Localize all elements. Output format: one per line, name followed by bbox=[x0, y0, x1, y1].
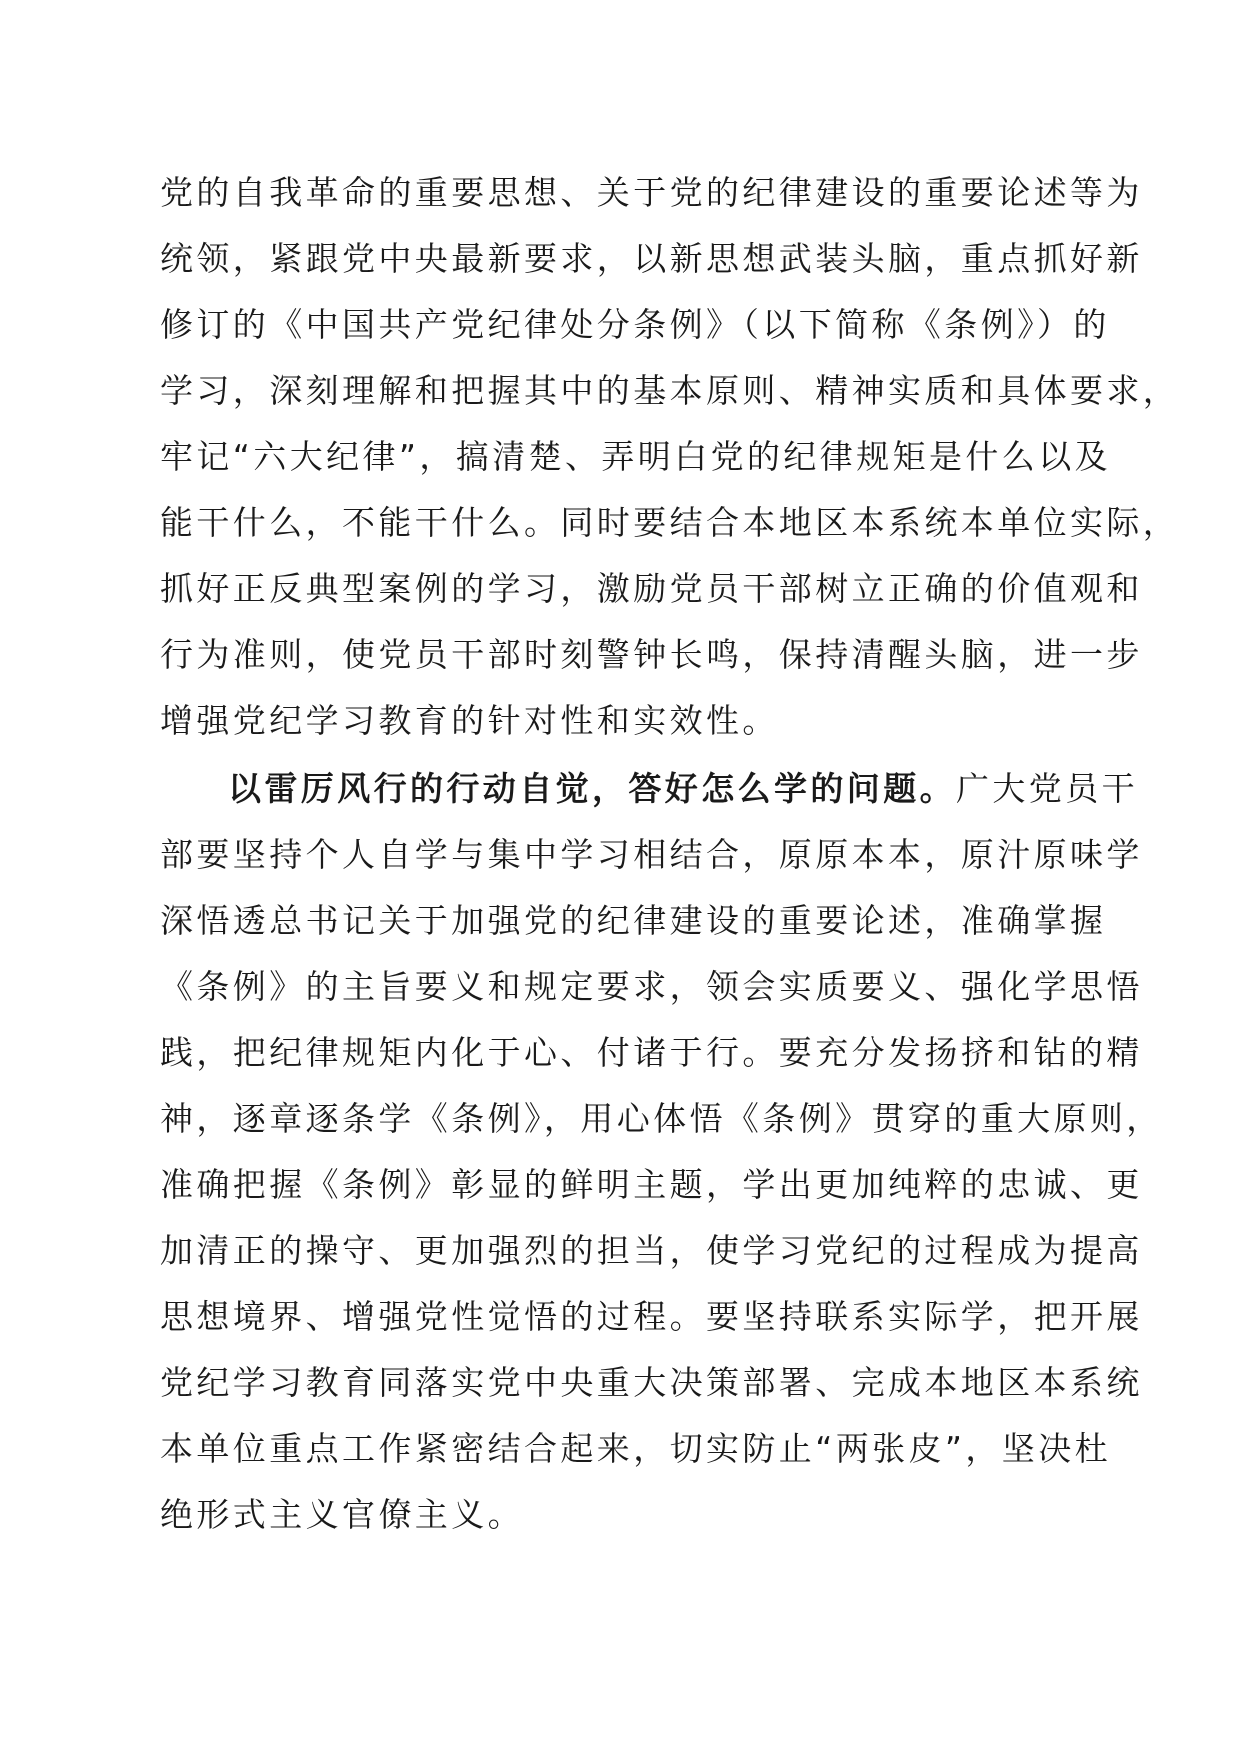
text-line: 准确把握《条例》彰显的鲜明主题，学出更加纯粹的忠诚、更 bbox=[160, 1165, 1143, 1204]
text-line: 加清正的操守、更加强烈的担当，使学习党纪的过程成为提高 bbox=[160, 1231, 1143, 1270]
text-line: 《条例》的主旨要义和规定要求，领会实质要义、强化学思悟 bbox=[160, 967, 1143, 1006]
text-line: 践，把纪律规矩内化于心、付诸于行。要充分发扬挤和钻的精 bbox=[160, 1033, 1143, 1072]
text-line: 部要坚持个人自学与集中学习相结合，原原本本，原汁原味学 bbox=[160, 835, 1143, 874]
text-line: 绝形式主义官僚主义。 bbox=[160, 1495, 524, 1534]
text-line: 学习，深刻理解和把握其中的基本原则、精神实质和具体要求， bbox=[160, 371, 1180, 410]
text-line: 本单位重点工作紧密结合起来，切实防止“两张皮”，坚决杜 bbox=[160, 1429, 1111, 1468]
text-line: 思想境界、增强党性觉悟的过程。要坚持联系实际学，把开展 bbox=[160, 1297, 1143, 1336]
text-line: 行为准则，使党员干部时刻警钟长鸣，保持清醒头脑，进一步 bbox=[160, 635, 1143, 674]
text-line: 抓好正反典型案例的学习，激励党员干部树立正确的价值观和 bbox=[160, 569, 1143, 608]
text-line: 牢记“六大纪律”，搞清楚、弄明白党的纪律规矩是什么以及 bbox=[160, 437, 1111, 476]
text-line: 党纪学习教育同落实党中央重大决策部署、完成本地区本系统 bbox=[160, 1363, 1143, 1402]
text-line: 修订的《中国共产党纪律处分条例》（以下简称《条例》）的 bbox=[160, 305, 1110, 344]
paragraph-2 bbox=[160, 756, 1163, 1548]
text-line: 统领，紧跟党中央最新要求，以新思想武装头脑，重点抓好新 bbox=[160, 239, 1143, 278]
text-line: 党的自我革命的重要思想、关于党的纪律建设的重要论述等为 bbox=[160, 173, 1143, 212]
text-line: 深悟透总书记关于加强党的纪律建设的重要论述，准确掌握 bbox=[160, 901, 1107, 940]
paragraph-heading: 以雷厉风行的行动自觉，答好怎么学的问题。 bbox=[228, 769, 956, 808]
text-line: 能干什么，不能干什么。同时要结合本地区本系统本单位实际， bbox=[160, 503, 1180, 542]
document-body bbox=[160, 160, 1180, 1548]
paragraph-2-first-line bbox=[160, 756, 1138, 822]
text-line: 增强党纪学习教育的针对性和实效性。 bbox=[160, 701, 779, 740]
text-line: 神，逐章逐条学《条例》，用心体悟《条例》贯穿的重大原则， bbox=[160, 1099, 1163, 1138]
paragraph-1 bbox=[160, 160, 1180, 754]
paragraph-2-opening-text: 广大党员干 bbox=[956, 769, 1138, 808]
